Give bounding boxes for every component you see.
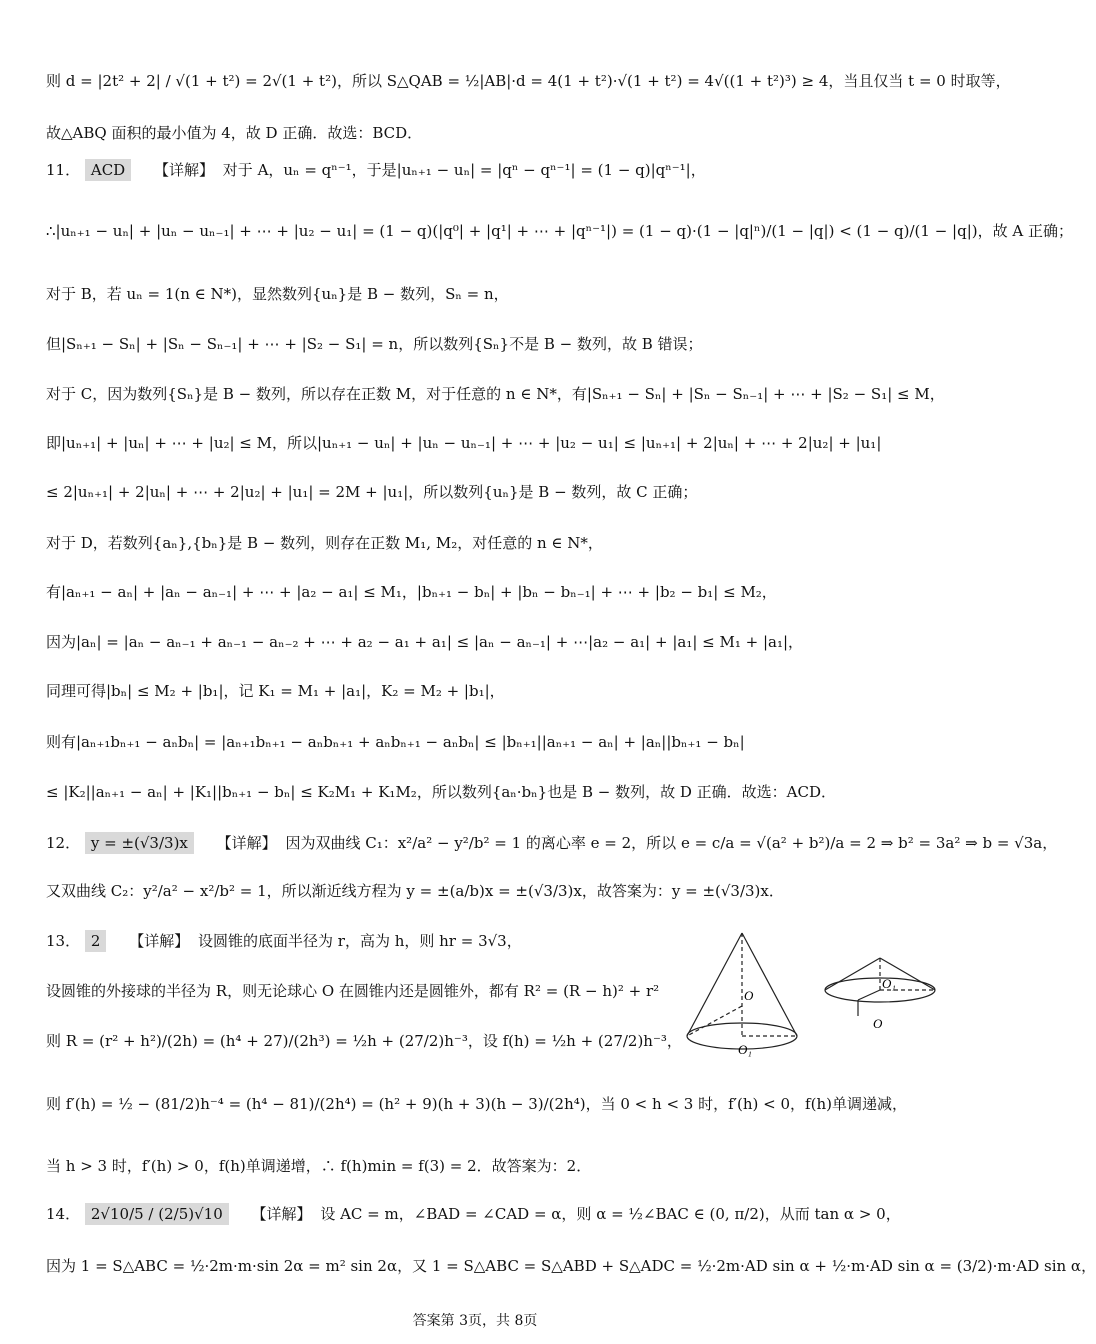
answer-box: 2√10/5 / (2/5)√10: [85, 1203, 229, 1225]
text-line: 故△ABQ 面积的最小值为 4，故 D 正确．故选：BCD．: [46, 124, 423, 142]
text-line: 则 R = (r² + h²)/(2h) = (h⁴ + 27)/(2h³) = ½h + (27/2)h⁻³，设 f(h) = ½h + (27/2)h⁻³，: [46, 1032, 682, 1050]
text-line: 有|aₙ₊₁ − aₙ| + |aₙ − aₙ₋₁| + ⋯ + |a₂ − a₁| ≤ M₁，|bₙ₊₁ − bₙ| + |bₙ − bₙ₋₁| + ⋯ + |b₂ − b₁| ≤ M₂，: [46, 583, 777, 601]
question-text: 设 AC = m，∠BAD = ∠CAD = α，则 α = ½∠BAC ∈ (0, π/2)，从而 tan α > 0，: [320, 1205, 901, 1223]
detail-tag: 【详解】: [251, 1205, 312, 1223]
question-number: 13．: [46, 932, 81, 950]
question-14: [46, 1203, 920, 1225]
label-o1-right: O₁: [882, 976, 896, 991]
question-11: [46, 159, 920, 181]
text-line: 但|Sₙ₊₁ − Sₙ| + |Sₙ − Sₙ₋₁| + ⋯ + |S₂ − S₁| = n，所以数列{Sₙ}不是 B − 数列，故 B 错误；: [46, 335, 703, 353]
detail-tag: 【详解】: [154, 161, 215, 179]
answer-box: 2: [85, 930, 107, 952]
text-line: 则 d = |2t² + 2| / √(1 + t²) = 2√(1 + t²)，所以 S△QAB = ½|AB|·d = 4(1 + t²)·√(1 + t²) = 4√((1 + t²)³) ≥ 4，当且仅当 t = 0 时取等，: [46, 72, 1011, 90]
text-line: 对于 B，若 uₙ = 1(n ∈ N*)，显然数列{uₙ}是 B − 数列，Sₙ = n，: [46, 285, 509, 303]
text-line: 同理可得|bₙ| ≤ M₂ + |b₁|，记 K₁ = M₁ + |a₁|，K₂ = M₂ + |b₁|，: [46, 682, 505, 700]
cone-figure: [680, 928, 950, 1068]
text-line: 又双曲线 C₂：y²/a² − x²/b² = 1，所以渐近线方程为 y = ±(a/b)x = ±(√3/3)x，故答案为：y = ±(√3/3)x．: [46, 882, 784, 900]
label-o-right: O: [873, 1016, 883, 1031]
text-line: 则 f′(h) = ½ − (81/2)h⁻⁴ = (h⁴ − 81)/(2h⁴) = (h² + 9)(h + 3)(h − 3)/(2h⁴)，当 0 < h < 3 时，f′(h) < 0，f(h)单调递减，: [46, 1095, 907, 1113]
text-line: 当 h > 3 时，f′(h) > 0，f(h)单调递增，∴ f(h)min = f(3) = 2．故答案为：2．: [46, 1157, 592, 1175]
detail-tag: 【详解】: [216, 834, 277, 852]
question-text: 设圆锥的底面半径为 r，高为 h，则 hr = 3√3，: [198, 932, 522, 950]
label-o: O: [744, 988, 754, 1003]
question-number: 12．: [46, 834, 81, 852]
text-line: 则有|aₙ₊₁bₙ₊₁ − aₙbₙ| = |aₙ₊₁bₙ₊₁ − aₙbₙ₊₁ + aₙbₙ₊₁ − aₙbₙ| ≤ |bₙ₊₁||aₙ₊₁ − aₙ| + |aₙ||bₙ₊₁ − bₙ|: [46, 733, 745, 751]
label-o1: O₁: [738, 1042, 752, 1057]
text-line: 对于 D，若数列{aₙ},{bₙ}是 B − 数列，则存在正数 M₁, M₂，对任意的 n ∈ N*，: [46, 534, 603, 552]
question-12: [46, 832, 1058, 854]
text-line: 因为 1 = S△ABC = ½·2m·m·sin 2α = m² sin 2α，又 1 = S△ABC = S△ABD + S△ADC = ½·2m·AD sin α + ½·m·AD sin α = (3/2)·m·AD sin α，: [46, 1257, 1096, 1275]
question-text: 因为双曲线 C₁：x²/a² − y²/b² = 1 的离心率 e = 2，所以 e = c/a = √(a² + b²)/a = 2 ⇒ b² = 3a² ⇒ b = √3a，: [285, 834, 1058, 852]
text-line: ∴|uₙ₊₁ − uₙ| + |uₙ − uₙ₋₁| + ⋯ + |u₂ − u₁| = (1 − q)(|q⁰| + |q¹| + ⋯ + |qⁿ⁻¹|) = (1 − q)·(1 − |q|ⁿ)/(1 − |q|) < (1 − q)/(1 − |q|)，故 A 正确；: [46, 222, 1073, 240]
text-line: 即|uₙ₊₁| + |uₙ| + ⋯ + |u₂| ≤ M，所以|uₙ₊₁ − uₙ| + |uₙ − uₙ₋₁| + ⋯ + |u₂ − u₁| ≤ |uₙ₊₁| + 2|uₙ| + ⋯ + 2|u₂| + |u₁|: [46, 434, 882, 452]
answer-box: y = ±(√3/3)x: [85, 832, 194, 854]
detail-tag: 【详解】: [129, 932, 190, 950]
text-line: 设圆锥的外接球的半径为 R，则无论球心 O 在圆锥内还是圆锥外，都有 R² = (R − h)² + r²: [46, 982, 660, 1000]
text-line: 对于 C，因为数列{Sₙ}是 B − 数列，所以存在正数 M，对于任意的 n ∈ N*，有|Sₙ₊₁ − Sₙ| + |Sₙ − Sₙ₋₁| + ⋯ + |S₂ − S₁| ≤ M，: [46, 385, 945, 403]
text-line: ≤ |K₂||aₙ₊₁ − aₙ| + |K₁||bₙ₊₁ − bₙ| ≤ K₂M₁ + K₁M₂，所以数列{aₙ·bₙ}也是 B − 数列，故 D 正确．故选：ACD．: [46, 783, 836, 801]
question-text: 对于 A，uₙ = qⁿ⁻¹，于是|uₙ₊₁ − uₙ| = |qⁿ − qⁿ⁻¹| = (1 − q)|qⁿ⁻¹|，: [222, 161, 706, 179]
answer-box: ACD: [85, 159, 131, 181]
page-footer: 答案第 3页，共 8页: [412, 1313, 538, 1329]
question-number: 14．: [46, 1205, 81, 1223]
question-number: 11．: [46, 161, 81, 179]
text-line: ≤ 2|uₙ₊₁| + 2|uₙ| + ⋯ + 2|u₂| + |u₁| = 2M + |u₁|，所以数列{uₙ}是 B − 数列，故 C 正确；: [46, 483, 698, 501]
text-line: 因为|aₙ| = |aₙ − aₙ₋₁ + aₙ₋₁ − aₙ₋₂ + ⋯ + a₂ − a₁ + a₁| ≤ |aₙ − aₙ₋₁| + ⋯|a₂ − a₁| + |a₁| ≤ M₁ + |a₁|，: [46, 633, 804, 651]
